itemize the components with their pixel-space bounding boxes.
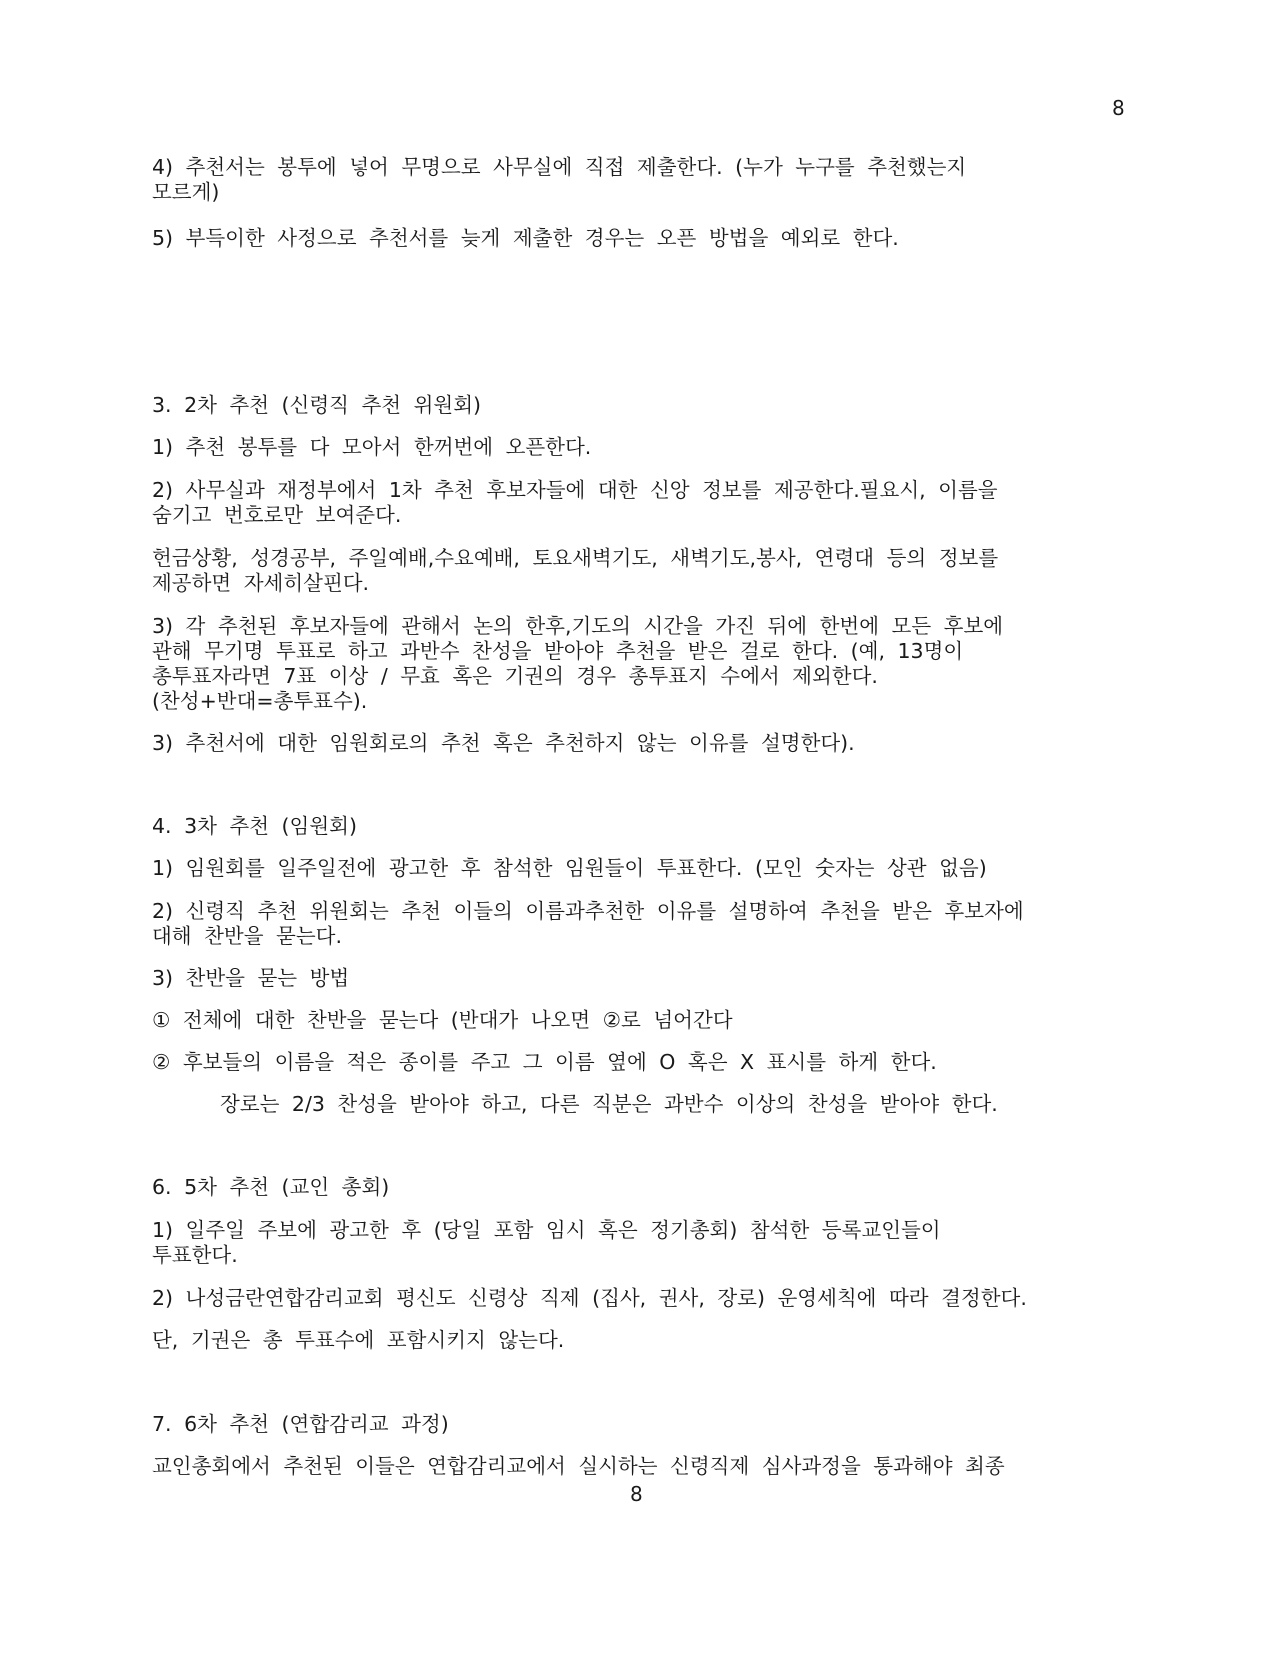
section-heading: 7. 6차 추천 (연합감리교 과정) [152, 1412, 449, 1436]
text-line: 2) 신령직 추천 위원회는 추천 이들의 이름과추천한 이유를 설명하여 추천을 받은 후보자에 [152, 899, 1024, 923]
text-line: 관해 무기명 투표로 하고 과반수 찬성을 받아야 추천을 받은 걸로 한다. (예, 13명이 [152, 639, 964, 663]
text-line: 숨기고 번호로만 보여준다. [152, 503, 402, 527]
text-line: 제공하면 자세히살핀다. [152, 571, 370, 595]
text-line: 3) 각 추천된 후보자들에 관해서 논의 한후,기도의 시간을 가진 뒤에 한번에 모든 후보에 [152, 614, 1004, 638]
text-line: 1) 임원회를 일주일전에 광고한 후 참석한 임원들이 투표한다. (모인 숫자는 상관 없음) [152, 856, 987, 880]
list-item: ① 전체에 대한 찬반을 묻는다 (반대가 나오면 ②로 넘어간다 [152, 1008, 733, 1032]
list-item: ② 후보들의 이름을 적은 종이를 주고 그 이름 옆에 O 혹은 X 표시를 하게 한다. [152, 1050, 937, 1074]
text-line: 총투표자라면 7표 이상 / 무효 혹은 기권의 경우 총투표지 수에서 제외한다. [152, 664, 878, 688]
section-heading: 4. 3차 추천 (임원회) [152, 814, 357, 838]
page-number-top: 8 [1112, 96, 1125, 120]
text-line: 3) 추천서에 대한 임원회로의 추천 혹은 추천하지 않는 이유를 설명한다). [152, 731, 855, 755]
text-line: 대해 찬반을 묻는다. [152, 924, 342, 948]
text-line: 3) 찬반을 묻는 방법 [152, 966, 350, 990]
text-line: 교인총회에서 추천된 이들은 연합감리교에서 실시하는 신령직제 심사과정을 통과해야 최종 [152, 1454, 1005, 1478]
text-line: 장로는 2/3 찬성을 받아야 하고, 다른 직분은 과반수 이상의 찬성을 받아야 한다. [220, 1092, 998, 1116]
text-line: 1) 일주일 주보에 광고한 후 (당일 포함 임시 혹은 정기총회) 참석한 등록교인들이 [152, 1218, 941, 1242]
section-heading: 3. 2차 추천 (신령직 추천 위원회) [152, 393, 482, 417]
text-line: 2) 나성금란연합감리교회 평신도 신령상 직제 (집사, 권사, 장로) 운영세칙에 따라 결정한다. [152, 1286, 1027, 1310]
text-line: 단, 기권은 총 투표수에 포함시키지 않는다. [152, 1328, 565, 1352]
text-line: 5) 부득이한 사정으로 추천서를 늦게 제출한 경우는 오픈 방법을 예외로 한다. [152, 226, 899, 250]
section-heading: 6. 5차 추천 (교인 총회) [152, 1175, 390, 1199]
text-line: 헌금상황, 성경공부, 주일예배,수요예배, 토요새벽기도, 새벽기도,봉사, 연령대 등의 정보를 [152, 546, 999, 570]
text-line: 4) 추천서는 봉투에 넣어 무명으로 사무실에 직접 제출한다. (누가 누구를 추천했는지 [152, 155, 967, 179]
text-line: 1) 추천 봉투를 다 모아서 한꺼번에 오픈한다. [152, 435, 592, 459]
text-line: (찬성+반대=총투표수). [152, 689, 368, 713]
text-line: 모르게) [152, 180, 220, 204]
text-line: 2) 사무실과 재정부에서 1차 추천 후보자들에 대한 신앙 정보를 제공한다.필요시, 이름을 [152, 478, 998, 502]
text-line: 투표한다. [152, 1243, 238, 1267]
page-number-bottom: 8 [630, 1482, 643, 1506]
